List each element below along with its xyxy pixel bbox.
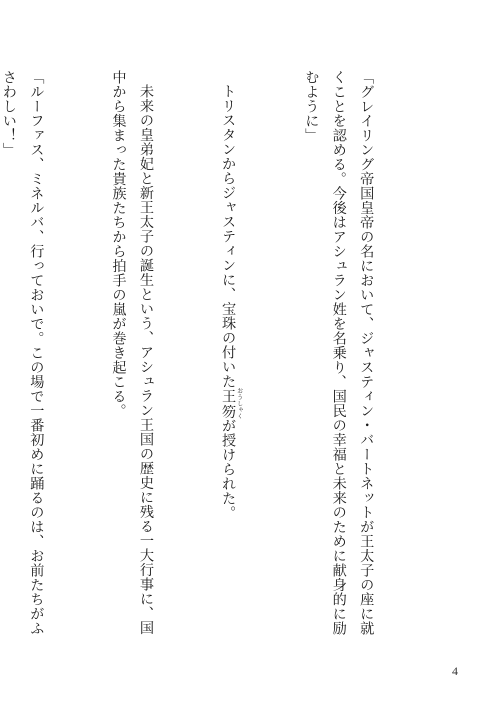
- paragraph-2-before: トリスタンからジャスティンに、宝珠の付いた: [220, 84, 237, 389]
- paragraph-1: 「グレイリング帝国皇帝の名において、ジャスティン・バートネットが王太子の座に就くことを認める。今後はアシュラン姓を名乗り、国民の幸福と未来のために献身的に励むように」: [303, 70, 375, 636]
- paragraph-3: 未来の皇弟妃と新王太子の誕生という、アシュラン王国の歴史に残る一大行事に、国中から集まった貴族たちから拍手の嵐が巻き起こる。: [110, 70, 154, 636]
- paragraph-4: 「ルーファス、ミネルバ、行っておいで。この場で一番初めに踊るのは、お前たちがふさわしい！」: [0, 70, 45, 636]
- ruby-reading-ousyaku: おうしゃく: [235, 388, 243, 420]
- vertical-text-body: [0, 70, 434, 640]
- page-number: 4: [452, 664, 458, 678]
- ruby-ousyaku: [220, 388, 243, 420]
- ruby-base-ousyaku: 王笏: [220, 388, 237, 420]
- paragraph-2: [214, 70, 242, 640]
- paragraph-2-after: が授けられた。: [220, 418, 237, 521]
